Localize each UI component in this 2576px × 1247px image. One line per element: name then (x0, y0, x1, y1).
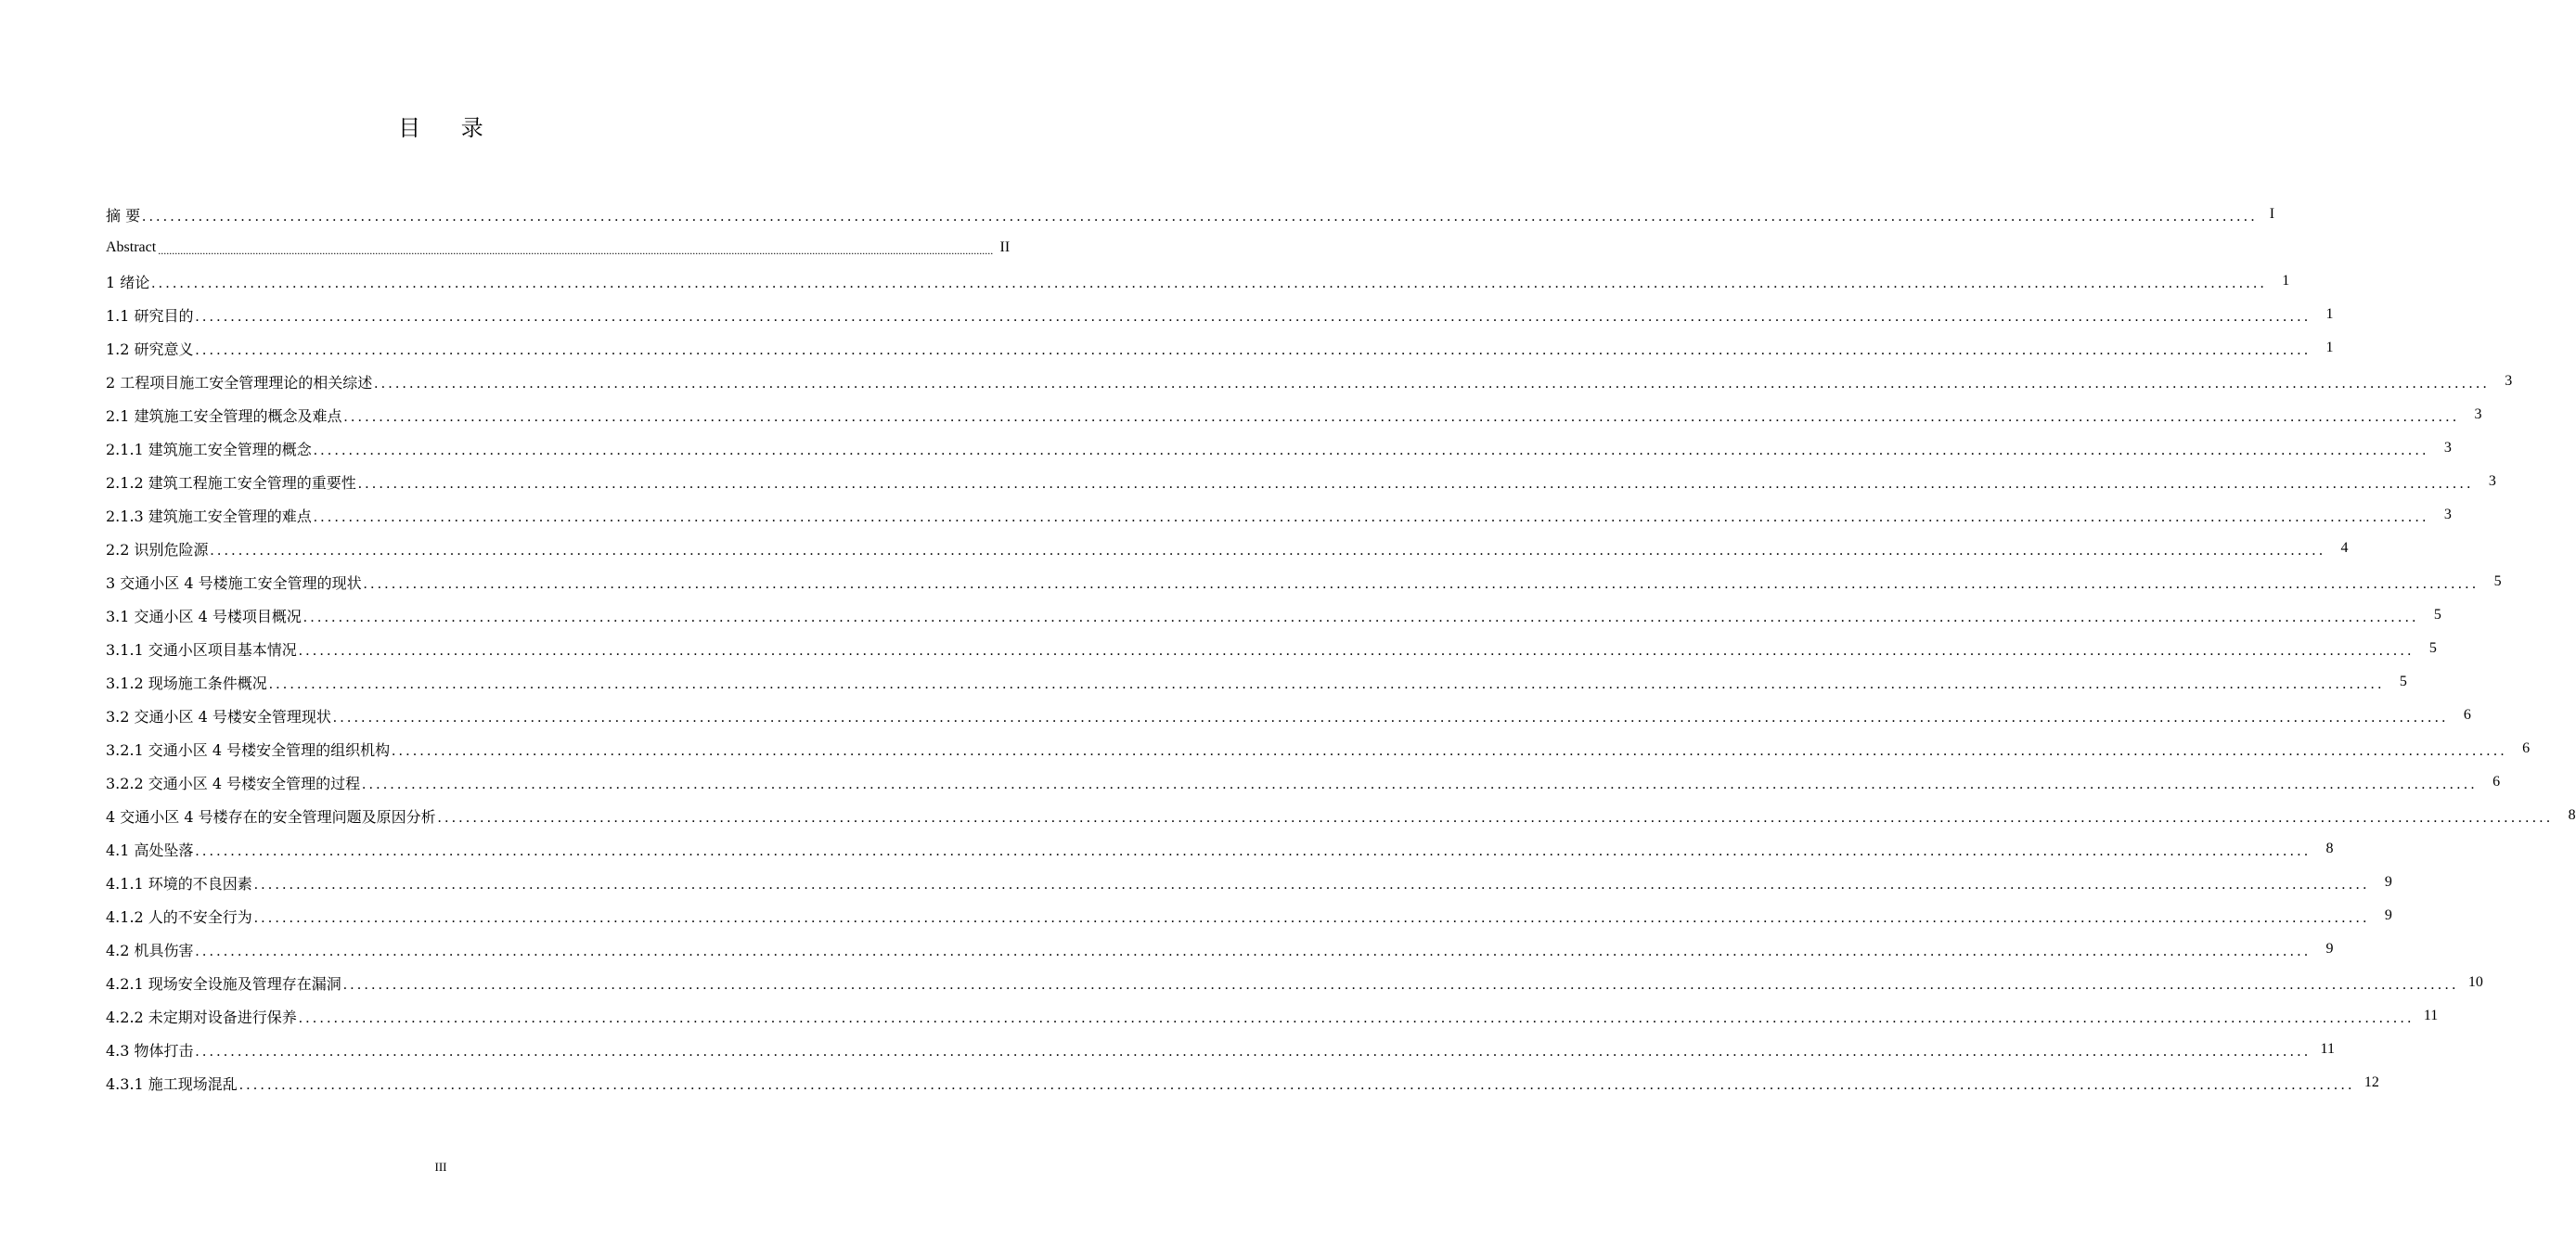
toc-entry-page: 12 (2363, 1074, 2379, 1090)
toc-entry-label: 1.2 研究意义 (106, 340, 194, 358)
toc-entry-label: 2 工程项目施工安全管理理论的相关综述 (106, 373, 373, 392)
toc-entry-page: 1 (2282, 273, 2290, 289)
toc-entry[interactable] (106, 632, 2437, 665)
toc-dot-leader: ............................................................................................................................................................................................................................................................................................................ (210, 543, 2326, 559)
toc-entry[interactable] (106, 331, 2334, 365)
toc-entry[interactable] (106, 298, 2334, 331)
toc-entry-page: 1 (2325, 306, 2334, 322)
toc-entry[interactable] (106, 431, 2452, 465)
toc-entry-label: 4 交通小区 4 号楼存在的安全管理问题及原因分析 (106, 807, 436, 826)
toc-entry-page: 6 (2522, 740, 2531, 756)
toc-entry[interactable] (106, 1033, 2335, 1066)
toc-dot-leader: ............................................................................................................................................................................................................................................................................................................ (151, 276, 2268, 291)
toc-entry-page: 3 (2443, 507, 2452, 522)
toc-entry-label: 2.1.3 建筑施工安全管理的难点 (106, 507, 312, 525)
toc-entry-label: 3.1.2 现场施工条件概况 (106, 674, 267, 692)
toc-entry-label: 1.1 研究目的 (106, 306, 194, 325)
toc-entry-page: 9 (2384, 874, 2392, 890)
toc-entry-page: 3 (2505, 373, 2513, 389)
toc-dot-leader: ............................................................................................................................................................................................................................................................................................................ (238, 1077, 2355, 1093)
toc-entry-page: 9 (2384, 907, 2392, 923)
toc-entry[interactable] (106, 699, 2471, 732)
toc-entry-page: 3 (2488, 473, 2496, 489)
toc-dot-leader: ............................................................................................................................................................................................................................................................................................................ (268, 676, 2385, 692)
toc-dot-leader: ............................................................................................................................................................................................................................................................................................................ (253, 877, 2370, 893)
toc-entry-label: 4.1.2 人的不安全行为 (106, 907, 252, 926)
toc-dot-leader: ............................................................................................................................................................................................................................................................................................................ (437, 810, 2554, 826)
toc-entry-label: 4.3.1 施工现场混乱 (106, 1074, 238, 1093)
toc-entry-label: 3.1 交通小区 4 号楼项目概况 (106, 607, 302, 625)
toc-entry-page: 5 (2399, 674, 2407, 689)
toc-entry[interactable] (106, 598, 2441, 632)
toc-entry-label: 4.3 物体打击 (106, 1041, 194, 1060)
toc-dot-leader: ............................................................................................................................................................................................................................................................................................................ (298, 643, 2415, 659)
toc-dot-leader: ............................................................................................................................................................................................................................................................................................................ (357, 476, 2474, 492)
toc-entry-label: 3.2 交通小区 4 号楼安全管理现状 (106, 707, 331, 726)
toc-entry-label: 1 绪论 (106, 273, 150, 291)
toc-dot-leader: ............................................................................................................................................................................................................................................................................................................ (313, 443, 2429, 458)
page-number: III (434, 1160, 447, 1174)
toc-entry-label: 3.1.1 交通小区项目基本情况 (106, 640, 297, 659)
toc-dot-leader: ............................................................................................................................................................................................................................................................................................................ (195, 944, 2312, 959)
toc-dot-leader: ............................................................................................................................................................................................................................................................................................................ (343, 409, 2460, 425)
toc-entry[interactable] (106, 966, 2483, 999)
toc-entry-page: 5 (2433, 607, 2441, 623)
toc-entry-label: 4.1.1 环境的不良因素 (106, 874, 252, 893)
toc-entry-label: 2.1 建筑施工安全管理的概念及难点 (106, 406, 342, 425)
toc-entry[interactable] (106, 832, 2334, 866)
toc-dot-leader: ............................................................................................................................................................................................................................................................................................................ (142, 209, 2259, 225)
toc-entry[interactable] (106, 565, 2502, 598)
toc-entry-page: 6 (2492, 774, 2501, 790)
toc-entry[interactable] (106, 732, 2531, 765)
toc-entry[interactable] (106, 899, 2392, 932)
toc-entry-page: 8 (2568, 807, 2576, 823)
toc-entry-page: 3 (2474, 406, 2482, 422)
toc-entry-page: 11 (2320, 1041, 2335, 1057)
toc-entry[interactable] (106, 999, 2439, 1033)
toc-entry-label: 摘 要 (106, 206, 141, 225)
toc-dot-leader: ............................................................................................................................................................................................................................................................................................................ (374, 376, 2491, 392)
toc-entry-label: 2.1.1 建筑施工安全管理的概念 (106, 440, 312, 458)
toc-entry-page: 10 (2467, 974, 2483, 990)
toc-entry[interactable] (106, 866, 2392, 899)
toc-entry-page: 11 (2423, 1008, 2439, 1023)
toc-dot-leader: ............................................................................................................................................................................................................................................................................................................ (363, 576, 2479, 592)
toc-entry-page: 9 (2325, 941, 2334, 957)
toc-dot-leader: ............................................................................................................................................................................................................................................................................................................ (195, 342, 2312, 358)
toc-entry-label: 3.2.1 交通小区 4 号楼安全管理的组织机构 (106, 740, 391, 759)
toc-entry[interactable] (106, 532, 2349, 565)
toc-entry[interactable] (106, 465, 2496, 498)
toc-entry-page: 4 (2340, 540, 2349, 556)
toc-entry[interactable] (106, 1066, 2379, 1099)
toc-dot-leader: ............................................................................................................................................................................................................................................................................................................ (158, 244, 994, 257)
toc-entry[interactable] (106, 765, 2501, 799)
toc-dot-leader: ............................................................................................................................................................................................................................................................................................................ (332, 710, 2449, 726)
toc-entry[interactable] (106, 264, 2290, 298)
toc-entry-label: 2.2 识别危险源 (106, 540, 209, 559)
toc-entry-page: 8 (2325, 841, 2334, 856)
toc-entry[interactable] (106, 932, 2334, 966)
toc-entry-page: 6 (2463, 707, 2471, 723)
page-title: 目 录 (398, 115, 500, 141)
toc-entry-label: 4.2.1 现场安全设施及管理存在漏洞 (106, 974, 341, 993)
toc-entry-page: 5 (2428, 640, 2437, 656)
toc-entry-label: 2.1.2 建筑工程施工安全管理的重要性 (106, 473, 356, 492)
table-of-contents (106, 198, 2576, 1099)
toc-dot-leader: ............................................................................................................................................................................................................................................................................................................ (392, 743, 2508, 759)
toc-dot-leader: ............................................................................................................................................................................................................................................................................................................ (342, 977, 2459, 993)
toc-dot-leader: ............................................................................................................................................................................................................................................................................................................ (303, 610, 2419, 625)
toc-entry-label: Abstract (106, 239, 157, 255)
toc-entry-page: 5 (2493, 573, 2502, 589)
toc-entry-label: 3.2.2 交通小区 4 号楼安全管理的过程 (106, 774, 361, 792)
toc-entry-page: 3 (2443, 440, 2452, 456)
toc-dot-leader: ............................................................................................................................................................................................................................................................................................................ (313, 509, 2429, 525)
toc-entry-abstract-en[interactable] (106, 231, 1011, 264)
toc-dot-leader: ............................................................................................................................................................................................................................................................................................................ (298, 1010, 2415, 1026)
toc-entry-label: 4.2 机具伤害 (106, 941, 194, 959)
toc-entry-page: I (2269, 206, 2275, 222)
toc-entry-label: 4.2.2 未定期对设备进行保养 (106, 1008, 297, 1026)
toc-entry[interactable] (106, 365, 2513, 398)
toc-dot-leader: ............................................................................................................................................................................................................................................................................................................ (195, 309, 2312, 325)
toc-entry-page: II (999, 239, 1011, 255)
toc-entry-page: 1 (2325, 340, 2334, 355)
toc-entry-abstract-cn[interactable] (106, 198, 2275, 231)
toc-entry[interactable] (106, 665, 2407, 699)
toc-dot-leader: ............................................................................................................................................................................................................................................................................................................ (195, 1044, 2312, 1060)
toc-entry-label: 3 交通小区 4 号楼施工安全管理的现状 (106, 573, 362, 592)
toc-entry[interactable] (106, 398, 2482, 431)
toc-dot-leader: ............................................................................................................................................................................................................................................................................................................ (195, 843, 2312, 859)
toc-entry[interactable] (106, 498, 2452, 532)
toc-entry-label: 4.1 高处坠落 (106, 841, 194, 859)
toc-dot-leader: ............................................................................................................................................................................................................................................................................................................ (362, 777, 2479, 792)
toc-dot-leader: ............................................................................................................................................................................................................................................................................................................ (253, 910, 2370, 926)
toc-entry[interactable] (106, 799, 2576, 832)
